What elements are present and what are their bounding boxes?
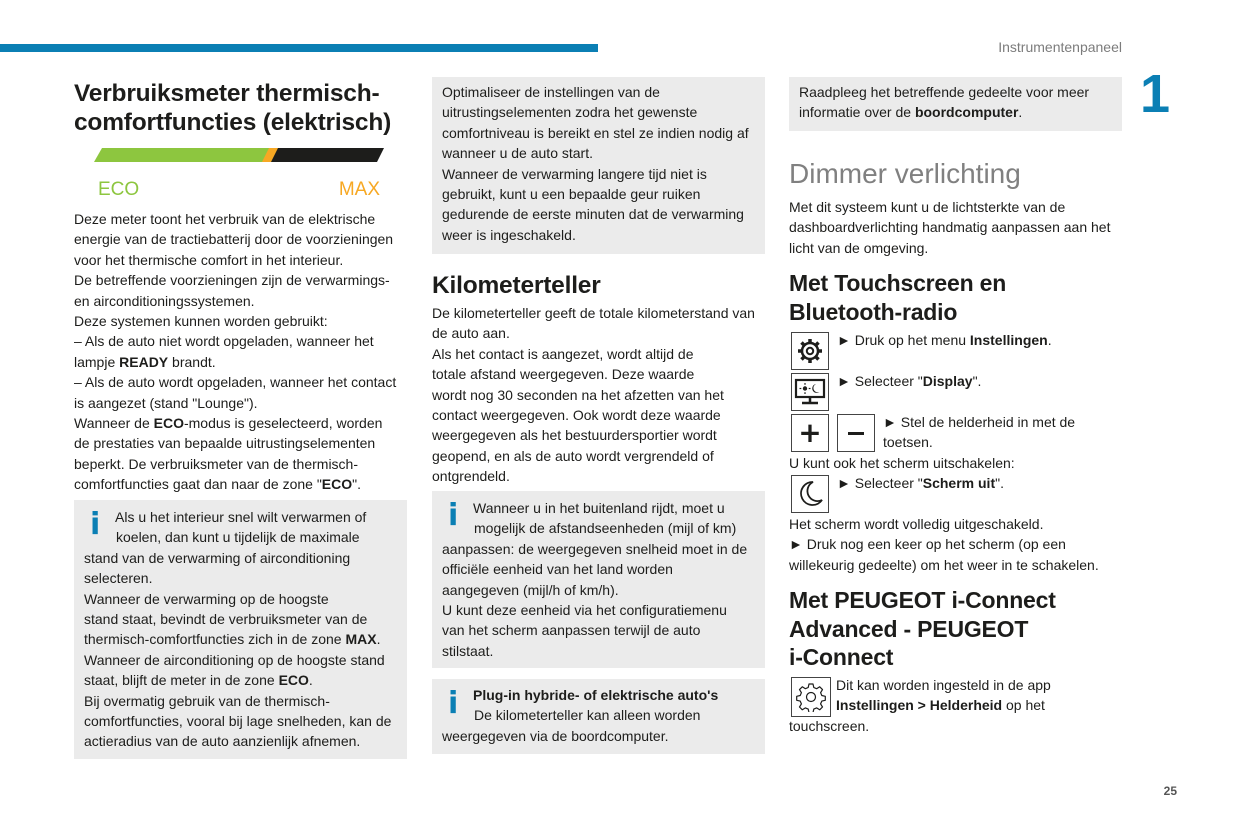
text-line: aanpassen: de weergegeven snelheid moet in de <box>442 540 748 557</box>
step-screen-off: ► Selecteer "Scherm uit". <box>837 475 1004 491</box>
text-line: Wanneer de airconditioning op de hoogste stand <box>84 651 385 668</box>
text-line: de prestaties van bepaalde uitrustingselementen <box>74 435 376 452</box>
text-line: is aangezet (stand "Lounge"). <box>74 394 258 411</box>
text-line: Optimaliseer de instellingen van de <box>442 84 660 100</box>
gauge-bar <box>94 146 386 166</box>
text-line: staat, blijft de meter in de zone ECO. <box>84 672 313 689</box>
chapter-number: 1 <box>1140 64 1171 124</box>
text-line: informatie over de boordcomputer. <box>799 104 1023 121</box>
display-brightness-icon <box>791 373 829 411</box>
text-line: – Als de auto niet wordt opgeladen, wanneer het <box>74 333 374 350</box>
info-box <box>432 491 765 668</box>
text-line: totale afstand weergegeven. Deze waarde <box>432 366 695 383</box>
text-line: ontgrendeld. <box>432 468 510 485</box>
heading-line-2: comfortfuncties (elektrisch) <box>74 109 392 136</box>
screen-off-text: U kunt ook het scherm uitschakelen: <box>789 455 1015 471</box>
text-line: beperkt. De verbruiksmeter van de thermisch- <box>74 455 358 472</box>
text-line: Wanneer de verwarming op de hoogste <box>84 590 329 607</box>
text-line: stand van de verwarming of airconditioning <box>84 549 351 566</box>
text-line: willekeurig gedeelte) om het weer in te schakelen. <box>789 556 1099 573</box>
gauge-max-label: MAX <box>338 179 380 200</box>
text-line: officiële eenheid van het land worden <box>442 561 673 578</box>
text-line: De kilometerteller geeft de totale kilometerstand van <box>432 305 755 321</box>
text-line: energie van de tractiebatterij door de voorzieningen <box>74 231 394 248</box>
text-line: Deze meter toont het verbruik van de elektrische <box>74 211 376 227</box>
text-line: aangegeven (mijl/h of km/h). <box>442 581 619 598</box>
app-settings-gear-icon <box>791 677 831 717</box>
text-line: comfortniveau is bereikt en stel ze indien nodig af <box>442 124 749 141</box>
step-display: ► Selecteer "Display". <box>837 373 982 389</box>
text-line: selecteren. <box>84 570 153 587</box>
text-line: Als u het interieur snel wilt verwarmen of <box>115 509 367 525</box>
text-line: comfortfuncties gaat dan naar de zone "ECO". <box>74 476 361 493</box>
text-line: Bij overmatig gebruik van de thermisch- <box>84 692 330 709</box>
text-line: Plug-in hybride- of elektrische auto's <box>473 687 719 703</box>
info-icon: i <box>448 686 459 721</box>
text-line: weergegeven via de boordcomputer. <box>442 727 669 744</box>
section-title: Instrumentenpaneel <box>998 39 1122 55</box>
text-line: dashboardverlichting handmatig aanpassen aan het <box>789 219 1111 236</box>
body-text <box>74 209 414 495</box>
info-icon: i <box>448 498 459 533</box>
peugeot-heading-1: Met PEUGEOT i-Connect <box>789 587 1056 613</box>
heading-line-1: Verbruiksmeter thermisch- <box>74 80 380 107</box>
header-bar <box>0 44 598 52</box>
text-line: de auto aan. <box>432 325 510 342</box>
tip-box <box>432 77 765 254</box>
text-line: De kilometerteller kan alleen worden <box>474 707 701 724</box>
odometer-heading: Kilometerteller <box>432 272 601 299</box>
text-line: Wanneer de ECO-modus is geselecteerd, worden <box>74 415 383 432</box>
text-line: U kunt deze eenheid via het configuratiemenu <box>442 602 727 619</box>
minus-icon <box>837 414 875 452</box>
text-line: lampje READY brandt. <box>74 353 216 370</box>
text-line: Wanneer de verwarming langere tijd niet is <box>442 165 707 182</box>
text-line: Wanneer u in het buitenland rijdt, moet u <box>473 500 725 516</box>
text-line: contact weergegeven. Ook wordt deze waarde <box>432 407 721 424</box>
info-box <box>432 679 765 754</box>
reference-box <box>789 77 1122 131</box>
text-line: uitrustingselementen zodra het gewenste <box>442 104 698 121</box>
text-line: stilstaat. <box>442 642 494 659</box>
consumption-gauge <box>94 146 386 206</box>
text-line: koelen, dan kunt u tijdelijk de maximale <box>116 529 360 546</box>
text-line: van het scherm aanpassen terwijl de auto <box>442 622 701 639</box>
touchscreen-heading-2: Bluetooth-radio <box>789 298 958 325</box>
text-line: geopend, en als de auto wordt vergrendeld of <box>432 447 714 464</box>
text-line: Met dit systeem kunt u de lichtsterkte van de <box>789 199 1066 215</box>
text-line: – Als de auto wordt opgeladen, wanneer het contact <box>74 374 397 391</box>
text-line: actieradius van de auto aanzienlijk afnemen. <box>84 733 361 750</box>
text-line: Instellingen > Helderheid op het <box>836 697 1045 714</box>
text-line: toetsen. <box>883 434 933 451</box>
touchscreen-heading-1: Met Touchscreen en <box>789 270 1007 296</box>
info-box <box>74 500 407 759</box>
text-line: Het scherm wordt volledig uitgeschakeld. <box>789 516 1044 532</box>
text-line: wordt nog 30 seconden na het afzetten van het <box>432 386 724 403</box>
peugeot-heading-3: i-Connect <box>789 644 894 670</box>
dimmer-heading: Dimmer verlichting <box>789 158 1021 189</box>
text-line: thermisch-comfortfuncties zich in de zone MAX. <box>84 631 381 648</box>
plus-icon: + <box>791 414 829 452</box>
text-line: weergegeven als het bestuurdersportier wordt <box>432 427 717 444</box>
text-line: touchscreen. <box>789 718 870 734</box>
page-number: 25 <box>1163 784 1177 798</box>
text-line: Als het contact is aangezet, wordt altijd de <box>432 345 694 362</box>
info-icon: i <box>90 507 101 542</box>
text-line: licht van de omgeving. <box>789 239 929 256</box>
text-line: gebruikt, kunt u een bepaalde geur ruiken <box>442 186 701 203</box>
text-line: Raadpleeg het betreffende gedeelte voor meer <box>799 84 1090 100</box>
step-settings: ► Druk op het menu Instellingen. <box>837 332 1052 348</box>
moon-icon <box>791 475 829 513</box>
text-line: weer is ingeschakeld. <box>442 226 576 243</box>
text-line: stand staat, bevindt de verbruiksmeter van de <box>84 611 368 628</box>
text-line: Deze systemen kunnen worden gebruikt: <box>74 313 328 330</box>
odometer-text <box>432 303 766 487</box>
text-line: De betreffende voorzieningen zijn de verwarmings- <box>74 272 390 289</box>
text-line: mogelijk de afstandseenheden (mijl of km) <box>474 520 737 537</box>
peugeot-heading-2: Advanced - PEUGEOT <box>789 615 1029 642</box>
text-line: ► Druk nog een keer op het scherm (op een <box>789 536 1066 553</box>
text-line: voor het thermische comfort in het interieur. <box>74 251 344 268</box>
text-line: wanneer u de auto start. <box>442 145 593 162</box>
text-line: en airconditioningssystemen. <box>74 292 255 309</box>
gauge-eco-label: ECO <box>98 179 140 200</box>
text-line: ► Stel de helderheid in met de <box>883 414 1076 430</box>
settings-gear-icon <box>791 332 829 370</box>
text-line: comfortfuncties, vooral bij lage snelheden, kan de <box>84 713 392 730</box>
text-line: Dit kan worden ingesteld in de app <box>836 677 1051 693</box>
text-line: gedurende de eerste minuten dat de verwarming <box>442 206 744 223</box>
